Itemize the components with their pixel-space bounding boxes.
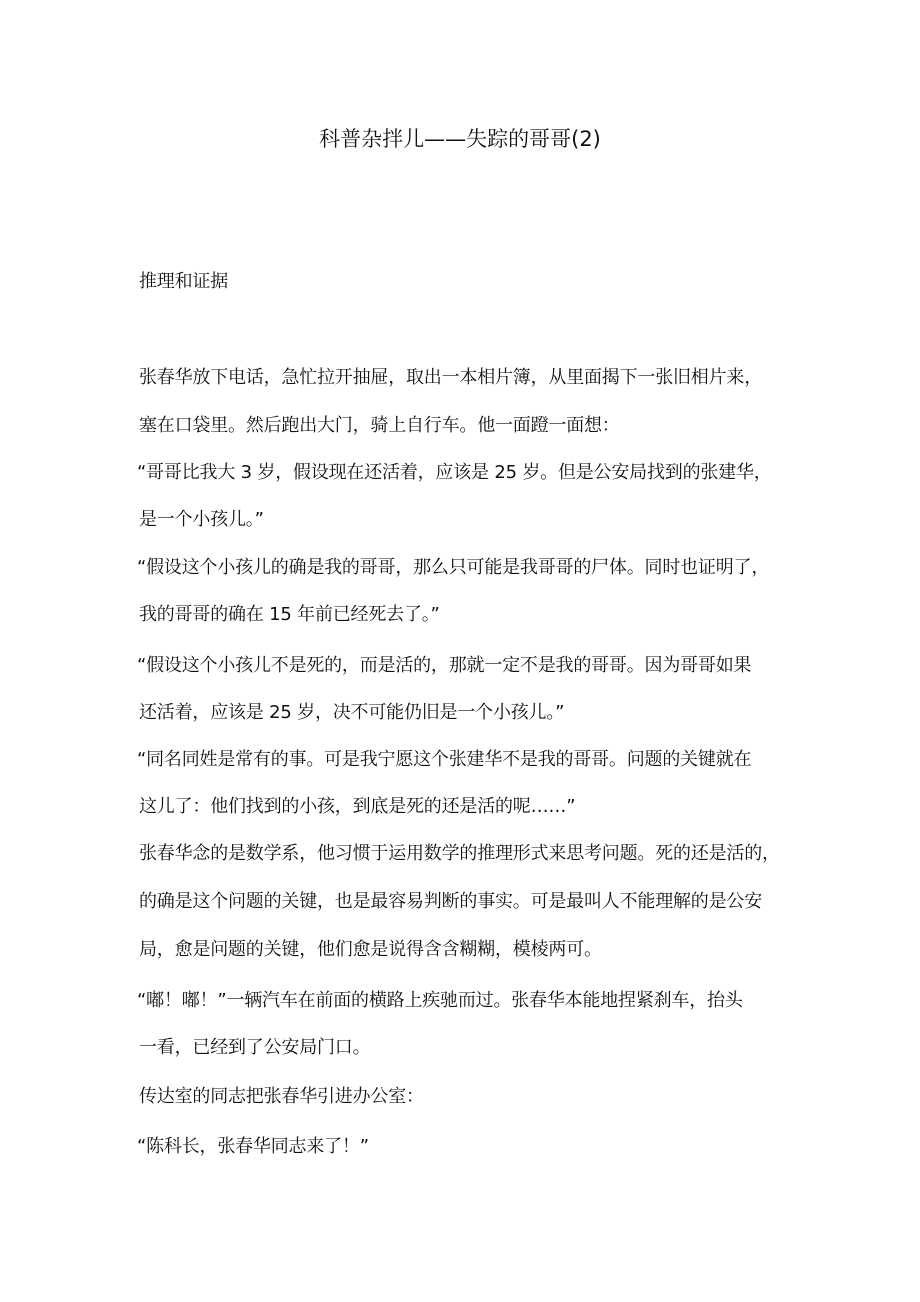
paragraph-line: 是一个小孩儿。” bbox=[139, 509, 264, 530]
paragraph-line: 局，愈是问题的关键，他们愈是说得含含糊糊，模棱两可。 bbox=[139, 939, 602, 960]
paragraph-line: “假设这个小孩儿的确是我的哥哥，那么只可能是我哥哥的尸体。同时也证明了， bbox=[137, 557, 770, 578]
paragraph-line: “哥哥比我大 3 岁，假设现在还活着，应该是 25 岁。但是公安局找到的张建华， bbox=[137, 462, 772, 483]
section-heading: 推理和证据 bbox=[139, 271, 228, 292]
paragraph-line: “嘟！嘟！”一辆汽车在前面的横路上疾驰而过。张春华本能地捏紧刹车，抬头 bbox=[137, 990, 743, 1011]
paragraph-line: “假设这个小孩儿不是死的，而是活的，那就一定不是我的哥哥。因为哥哥如果 bbox=[137, 655, 752, 676]
paragraph-line: 张春华念的是数学系，他习惯于运用数学的推理形式来思考问题。死的还是活的， bbox=[139, 843, 780, 864]
paragraph-line: 的确是这个问题的关键，也是最容易判断的事实。可是最叫人不能理解的是公安 bbox=[139, 891, 762, 912]
paragraph-line: 我的哥哥的确在 15 年前已经死去了。” bbox=[139, 604, 440, 625]
paragraph-line: 传达室的同志把张春华引进办公室： bbox=[139, 1086, 424, 1107]
paragraph-line: “同名同姓是常有的事。可是我宁愿这个张建华不是我的哥哥。问题的关键就在 bbox=[137, 749, 752, 770]
paragraph-line: “陈科长，张春华同志来了！” bbox=[137, 1136, 369, 1157]
paragraph-line: 塞在口袋里。然后跑出大门，骑上自行车。他一面蹬一面想： bbox=[139, 415, 620, 436]
paragraph-line: 这儿了：他们找到的小孩，到底是死的还是活的呢……” bbox=[139, 796, 576, 817]
paragraph-line: 还活着，应该是 25 岁，决不可能仍旧是一个小孩儿。” bbox=[139, 702, 565, 723]
document-title: 科普杂拌儿——失踪的哥哥(2) bbox=[319, 127, 601, 151]
paragraph-line: 一看，已经到了公安局门口。 bbox=[139, 1037, 371, 1058]
paragraph-line: 张春华放下电话，急忙拉开抽屉，取出一本相片簿，从里面揭下一张旧相片来， bbox=[139, 367, 762, 388]
